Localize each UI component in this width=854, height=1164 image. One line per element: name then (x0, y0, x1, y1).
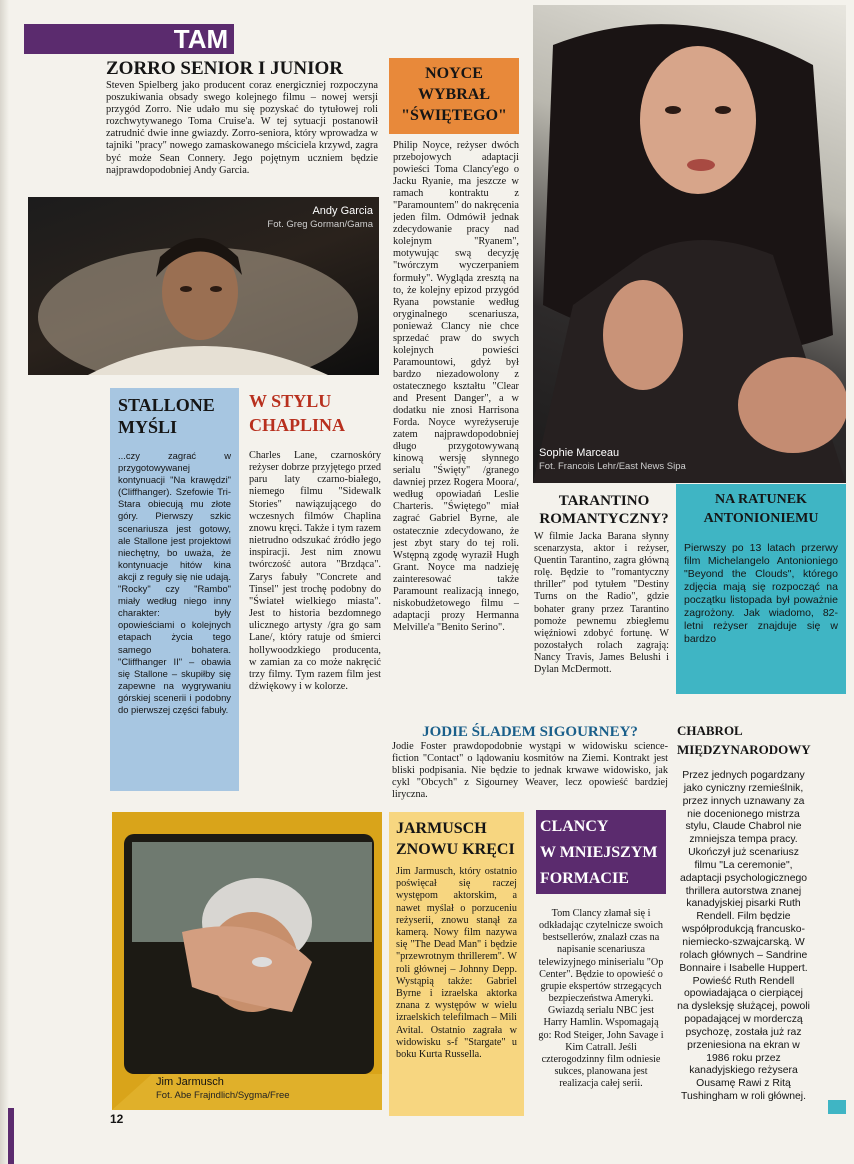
caption-garcia-name: Andy Garcia (312, 205, 373, 217)
antonioni-title-2: ANTONIONIEMU (703, 511, 819, 526)
tarantino-article: W filmie Jacka Barana słynny scenarzysta, aktor i reżyser, Quentin Tarantino, zagra główną rolę. Będzie to "romantyczny thriller" pod tytułem "Destiny Turns on the Radio", gdzie bohater grany przez Tarantino pomoże pewnemu zbiegłemu więźniowi zdobyć fortunę. W pozostałych rolach zagrają: Nancy Travis, James Belushi i Dylan McDermott. (534, 531, 669, 676)
jarmusch-title-1: JARMUSCH (396, 820, 487, 837)
jodie-headline: JODIE ŚLADEM SIGOURNEY? (422, 724, 638, 740)
noyce-article: Philip Noyce, reżyser dwóch przebojowych adaptacji powieści Toma Clancy'ego o Jacku Ryanie, ma jeszcze w ramach kontraktu z "Paramountem" do nakręcenia jeden film. Odmówił jednak zdecydowanie pracy nad kolejnym "Ryanem", motywując swą decyzję "twórczym wyczerpaniem formuły". Wygląda zresztą na to, że kolejny epizod przygód Ryana powstanie według oryginalnego scenariusza, ponieważ Clancy nie chce sprzedać praw do swych kolejnych powieści Paramountowi, gdyż był bardzo niezadowolony z ostatecznego kształtu "Clear and Present Danger", a w dodatku nie znosi Harrisona Forda. Noyce wyreżyseruje zatem najprawdopodobniej długo przygotowywaną kinową wersję słynnego serialu "Święty" /granego dawniej przez Rogera Moora/, według opowiadań Leslie Charteris. "Świętego" miał zagrać Gabriel Byrne, ale ostatecznie zdecydowano, że jest zbyt stary do tej roli. Wstępną zgodę wyraził Hugh Grant. Noyce ma nadzieję zainteresować także Paramount realizacją innego, niskobudżetowego filmu – adaptacji prozy Hermanna Melville'a "Benito Serino". (393, 140, 519, 633)
chaplin-title-1: W STYLU (249, 391, 332, 411)
clancy-title-2: W MNIEJSZYM (540, 844, 658, 861)
noyce-title-1: NOYCE (425, 65, 483, 82)
page-number: 12 (110, 1112, 124, 1126)
noyce-title-2: WYBRAŁ (417, 86, 490, 103)
photo-sophie-marceau (533, 5, 846, 483)
corner-mark (828, 1100, 846, 1114)
clancy-article: Tom Clancy złamał się i odkładając czytelnicze swoich bestsellerów, znalazł czas na napisanie scenariusza telewizyjnego miniserialu "Op Center". Będzie to opowieść o grupie ekspertów strzegących bezpieczeństwa Ameryki. Gwiazdą serialu NBC jest Harry Hamlin. Wspomagają go: Rod Steiger, John Savage i Kim Catrall. Jeśli czterogodzinny film odniesie sukces, planowana jest realizacja całej serii. (538, 908, 664, 1090)
zorro-headline: ZORRO SENIOR I JUNIOR (106, 58, 344, 79)
zorro-article: Steven Spielberg jako producent coraz energiczniej rozpoczyna poszukiwania obsady swego kolejnego filmu – nowej wersji przygód Zorro. Nie udało mu się pozyskać do tytułowej roli rozchwytywanego Toma Cruise'a. W tej sytuacji postanowił zatrudnić dwie inne gwiazdy. Zorro-seniora, który wprowadza w tajniki "pracy" nowego zamaskowanego mściciela krzywd, zagra być może Sean Connery. Jego pojętnym uczniem będzie najprawdopodobniej Andy Garcia. (106, 80, 378, 176)
tarantino-title-1: TARANTINO (558, 493, 650, 509)
tarantino-title-2: ROMANTYCZNY? (539, 511, 669, 527)
chabrol-title-2: MIĘDZYNARODOWY (677, 742, 811, 757)
noyce-title-box (389, 58, 519, 134)
chaplin-title-2: CHAPLINA (249, 415, 346, 435)
jarmusch-title-2: ZNOWU KRĘCI (396, 841, 515, 858)
page-spine (0, 0, 9, 1164)
clancy-title-box (536, 810, 666, 894)
stallone-title-2: MYŚLI (118, 417, 178, 437)
caption-garcia-credit: Fot. Greg Gorman/Gama (267, 219, 373, 230)
portrait-illustration-marceau (533, 5, 846, 483)
chabrol-article: Przez jednych pogardzany jako cyniczny rzemieślnik, przez innych uznawany za nie docenionego mistrza stylu, Claude Chabrol nie zmniejsza tempa pracy. Ukończył już scenariusz filmu "La ceremonie", adaptacji psychologicznego thrillera autorstwa znanej kanadyjskiej pisarki Ruth Rendell. Film będzie współprodukcją francusko-niemiecko-szwajcarską. W rolach głównych – Sandrine Bonnaire i Isabelle Huppert. Powieść Ruth Rendell opowiadająca o cierpiącej na dysleksję służącej, powoli popadającej w morderczą psychozę, została już raz przeniesiona na ekran w 1986 roku przez kanadyjskiego reżysera Ousamę Rawi z Ritą Tushingham w roli głównej. (677, 770, 810, 1103)
clancy-title-3: FORMACIE (540, 870, 629, 887)
chaplin-article: Charles Lane, czarnoskóry reżyser dobrze przyjętego przed paru laty czarno-białego, niemego filmu "Sidewalk Stories" nawiązującego do wczesnych filmów Chaplina znowu kręci. Także i tym razem nietrudno odszukać źródło jego inspiracji. Jest nim znowu twórczość autora "Brzdąca". Zarys fabuły "Concrete and Tinsel" jest trochę podobny do "Świateł wielkiego miasta". Jest to historia bezdomnego ulicznego artysty /gra go sam Lane/, który ratuje od śmierci hollywoodzkiego producenta, w zamian za co może nakręcić trzy filmy. Tym razem film jest dźwiękowy i w kolorze. (249, 450, 381, 692)
stallone-box (110, 388, 239, 791)
portrait-illustration-jarmusch (112, 812, 382, 1110)
noyce-title-3: "ŚWIĘTEGO" (401, 107, 507, 124)
section-tag: TAM (173, 24, 229, 54)
antonioni-box (676, 484, 846, 694)
photo-andy-garcia (28, 197, 379, 375)
caption-marceau-credit: Fot. Francois Lehr/East News Sipa (539, 461, 686, 472)
jarmusch-article: Jim Jarmusch, który ostatnio poświęcał się raczej występom aktorskim, a nawet myślał o porzuceniu reżyserii, znowu stanął za kamerą. Nowy film nazywa się "The Dead Man" i będzie "przewrotnym thrillerem". W roli głównej – Johnny Depp. Wystąpią także: Gabriel Byrne i izraelska aktorka znana z występów w wielu izraelskich telefilmach – Mili Avital. Ostatnio zagrała w widowisku s-f "Stargate" u boku Kurta Russella. (396, 866, 517, 1061)
stallone-article: ...czy zagrać w przygotowywanej kontynuacji "Na krawędzi" (Cliffhanger). Szefowie Tri-Stara obiecują mu złote góry. Pierwszy szkic scenariusza jest gotowy, ale Stallone jest projektowi niechętny, bo uważa, że kontynuacje hitów kina akcji z reguły się nie udają. "Rocky" czy "Rambo" miały według niego inny charakter: były opowieściami o kolejnych etapach życia tego samego bohatera. "Cliffhanger II" – obawia się Stallone – skupiłby się zapewne na wygrywaniu górskiej scenerii i podobny do pierwszej części fabuły. (118, 450, 231, 715)
caption-jarmusch-name: Jim Jarmusch (156, 1076, 224, 1088)
caption-jarmusch-credit: Fot. Abe Frajndlich/Sygma/Free (156, 1090, 290, 1101)
stallone-title-1: STALLONE (118, 395, 215, 415)
purple-edge-mark (8, 1108, 14, 1164)
jarmusch-box (389, 812, 524, 1116)
antonioni-article: Pierwszy po 13 latach przerwy film Michelangelo Antonioniego "Beyond the Clouds", którego zdjęcia mają się rozpocząć na początku listopada był poważnie zagrożony. Jak wiadomo, 82-letni reżyser znajduje się w bardzo (684, 542, 838, 645)
photo-jim-jarmusch (112, 812, 382, 1110)
clancy-title-1: CLANCY (540, 818, 609, 835)
caption-marceau-name: Sophie Marceau (539, 447, 620, 459)
antonioni-title-1: NA RATUNEK (715, 492, 807, 507)
jodie-article: Jodie Foster prawdopodobnie wystąpi w widowisku science-fiction "Contact" o lądowaniu kosmitów na Ziemi. Kontrakt jest bliski podpisania. Nie będzie to jednak krwawe widowisko, jak cykl "Obcych" z Sigourney Weaver, lecz opowieść bardziej liryczna. (392, 741, 668, 801)
chabrol-title-1: CHABROL (677, 723, 743, 738)
